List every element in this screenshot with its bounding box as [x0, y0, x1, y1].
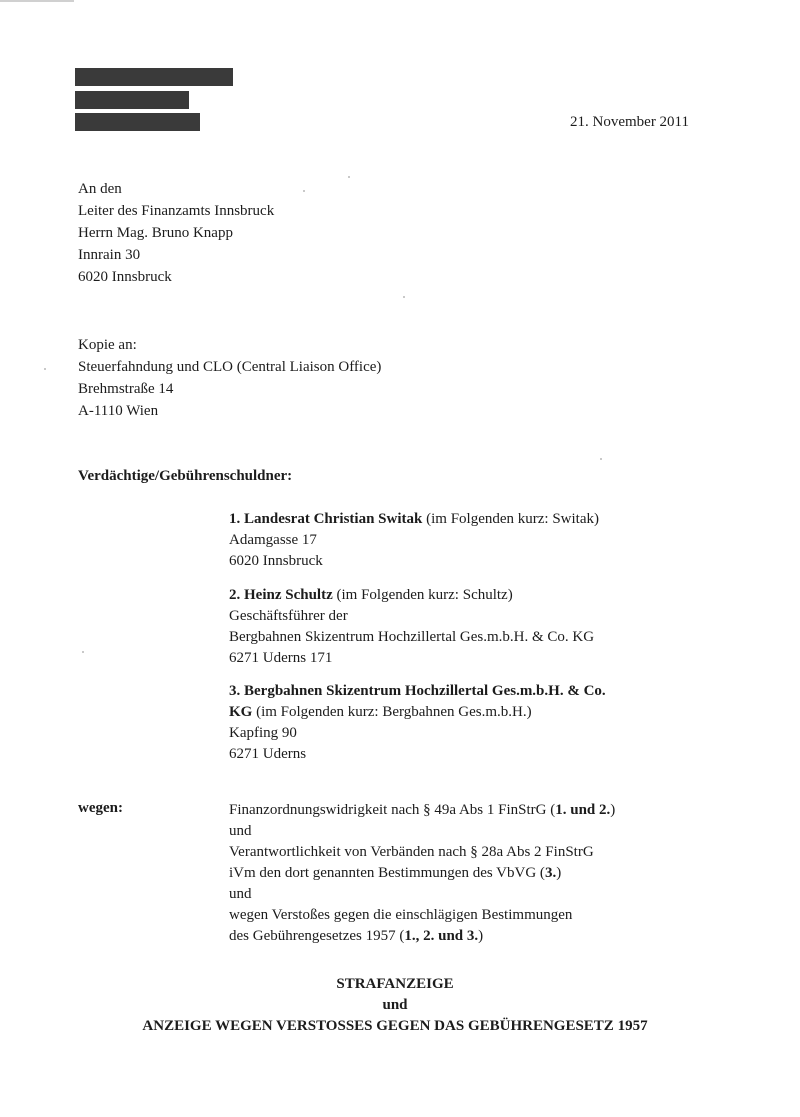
- suspect-note: (im Folgenden kurz: Bergbahnen Ges.m.b.H.): [252, 704, 532, 720]
- title-gebuehren-anzeige: ANZEIGE WEGEN VERSTOSSES GEGEN DAS GEBÜHRENGESETZ 1957: [142, 1018, 648, 1034]
- charge-paren: ): [478, 928, 484, 944]
- scan-speck: [403, 296, 405, 298]
- redacted-sender-line-1: [75, 68, 233, 86]
- suspect-city: 6020 Innsbruck: [229, 553, 323, 569]
- suspect-city: 6271 Uderns: [229, 746, 307, 762]
- suspect-street: Kapfing 90: [229, 725, 297, 741]
- scan-edge-mark: [0, 0, 74, 2]
- redacted-sender-line-3: [75, 113, 200, 131]
- suspect-name: 2. Heinz Schultz: [229, 587, 333, 603]
- suspect-name: 1. Landesrat Christian Switak: [229, 511, 423, 527]
- recipient-line: 6020 Innsbruck: [78, 269, 172, 285]
- suspect-name-line-2: [229, 702, 606, 723]
- suspect-name-line: [229, 585, 594, 606]
- scan-speck: [348, 176, 350, 178]
- suspect-name-line: [229, 681, 606, 702]
- charge-line: Verantwortlichkeit von Verbänden nach § 28a Abs 2 FinStrG: [229, 844, 594, 860]
- title-connector: und: [382, 997, 408, 1013]
- scan-speck: [600, 458, 602, 460]
- suspect-note: (im Folgenden kurz: Schultz): [332, 587, 513, 603]
- copy-recipient-address: [78, 334, 381, 422]
- recipient-line: Herrn Mag. Bruno Knapp: [78, 225, 233, 241]
- suspects-heading: Verdächtige/Gebührenschuldner:: [78, 468, 293, 484]
- scan-speck: [303, 190, 305, 192]
- suspect-name-cont: KG: [229, 704, 253, 720]
- suspect-street: Adamgasse 17: [229, 532, 317, 548]
- copy-line: Brehmstraße 14: [78, 381, 174, 397]
- document-titles: [0, 974, 790, 1037]
- charge-connector: und: [229, 823, 252, 839]
- suspect-company: Bergbahnen Skizentrum Hochzillertal Ges.m.b.H. & Co. KG: [229, 629, 595, 645]
- charge-text: iVm den dort genannten Bestimmungen des VbVG (: [229, 865, 545, 881]
- charge-line: [229, 800, 615, 821]
- scan-speck: [82, 651, 84, 653]
- suspect-city: 6271 Uderns 171: [229, 650, 333, 666]
- suspect-name-line: [229, 509, 599, 530]
- recipient-address: [78, 178, 274, 288]
- charge-connector: und: [229, 886, 252, 902]
- suspect-role: Geschäftsführer der: [229, 608, 348, 624]
- charge-paren: ): [556, 865, 562, 881]
- redacted-sender-line-2: [75, 91, 189, 109]
- recipient-line: Innrain 30: [78, 247, 141, 263]
- scan-speck: [44, 368, 46, 370]
- charge-line: [229, 926, 615, 947]
- title-strafanzeige: STRAFANZEIGE: [336, 976, 454, 992]
- suspect-entry-3: [229, 681, 606, 765]
- recipient-line: Leiter des Finanzamts Innsbruck: [78, 203, 275, 219]
- wegen-label: wegen:: [78, 800, 123, 816]
- suspect-entry-1: [229, 509, 599, 572]
- wegen-charges: [229, 800, 615, 947]
- recipient-line: An den: [78, 181, 122, 197]
- charge-ref: 3.: [544, 865, 557, 881]
- charge-ref: 1. und 2.: [555, 802, 611, 818]
- letter-date: 21. November 2011: [570, 114, 690, 130]
- charge-paren: ): [610, 802, 616, 818]
- copy-line: Steuerfahndung und CLO (Central Liaison Office): [78, 359, 382, 375]
- charge-line: [229, 863, 615, 884]
- charge-line: wegen Verstoßes gegen die einschlägigen Bestimmungen: [229, 907, 573, 923]
- suspect-note: (im Folgenden kurz: Switak): [422, 511, 599, 527]
- copy-line: A-1110 Wien: [78, 403, 159, 419]
- charge-ref: 1., 2. und 3.: [404, 928, 479, 944]
- charge-text: Finanzordnungswidrigkeit nach § 49a Abs 1 FinStrG (: [229, 802, 556, 818]
- suspect-name: 3. Bergbahnen Skizentrum Hochzillertal Ges.m.b.H. & Co.: [229, 683, 606, 699]
- copy-line: Kopie an:: [78, 337, 137, 353]
- charge-text: des Gebührengesetzes 1957 (: [229, 928, 405, 944]
- suspect-entry-2: [229, 585, 594, 669]
